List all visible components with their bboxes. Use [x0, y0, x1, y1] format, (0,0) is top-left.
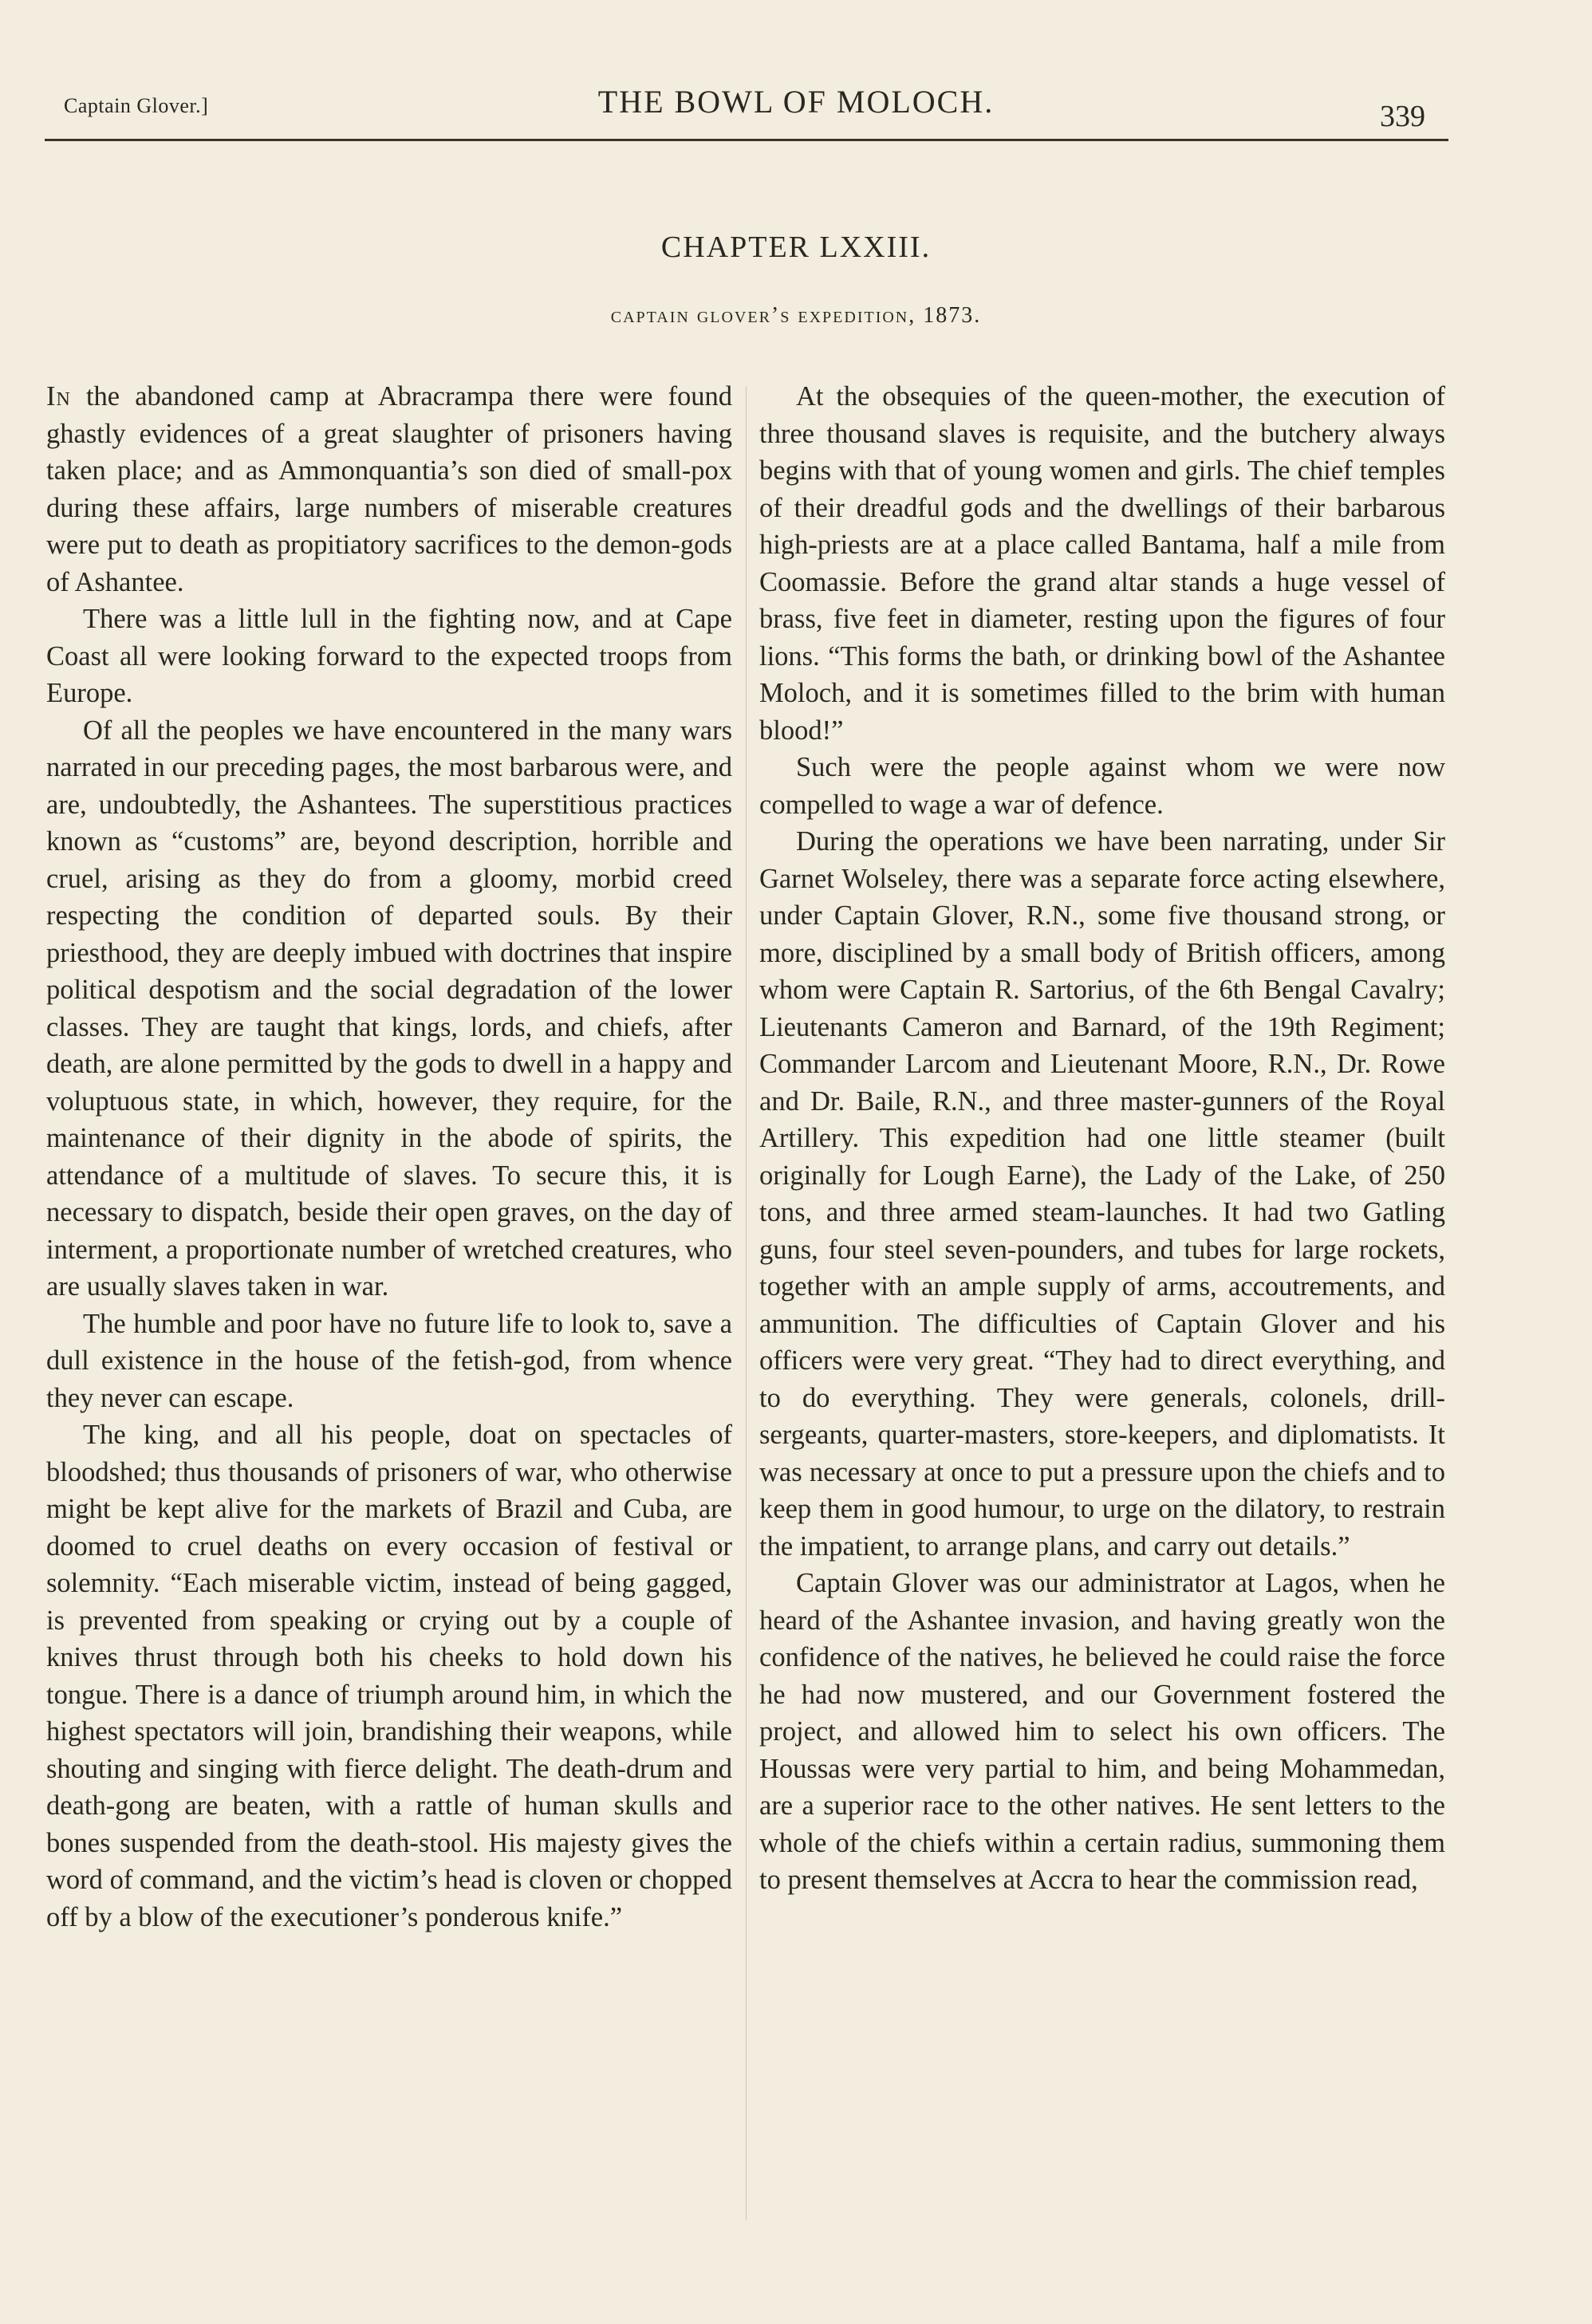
paragraph: Of all the peoples we have encountered in the many wars narrated in our preceding pages, the most barbarous were, and are, undoubtedly, the Ashantees. The superstitious practices known as “customs” are, beyond description, horrible and cruel, arising as they do from a gloomy, morbid creed respecting the condition of departed souls. By their priesthood, they are deeply imbued with doctrines that inspire political despotism and the social degradation of the lower classes. They are taught that kings, lords, and chiefs, after death, are alone permitted by the gods to dwell in a happy and voluptuous state, in which, however, they require, for the maintenance of their dignity in the abode of spirits, the attendance of a multitude of slaves. To secure this, it is necessary to dispatch, beside their open graves, on the day of interment, a proportionate number of wretched creatures, who are usually slaves taken in war.	[46, 715, 732, 1302]
opening-word: In	[46, 381, 71, 412]
paragraph: At the obsequies of the queen-mother, the execution of three thousand slaves is requisite, and the butchery always begins with that of young women and girls. The chief temples of their dreadful gods and the dwellings of their barbarous high-priests are at a place called Bantama, half a mile from Coomassie. Before the grand altar stands a huge vessel of brass, five feet in diameter, resting upon the figures of four lions. “This forms the bath, or drinking bowl of the Ashantee Moloch, and it is sometimes filled to the brim with human blood!”	[759, 381, 1445, 746]
page-number: 339	[1380, 100, 1425, 133]
paragraph: There was a little lull in the fighting now, and at Cape Coast all were looking forward to the expected troops from Europe.	[46, 604, 732, 708]
chapter-subtitle: captain glover’s expedition, 1873.	[610, 303, 982, 328]
paragraph: During the operations we have been narrating, under Sir Garnet Wolseley, there was a separate force acting elsewhere, under Captain Glover, R.N., some five thousand strong, or more, disciplined by a small body of British officers, among whom were Captain R. Sartorius, of the 6th Bengal Cavalry; Lieutenants Cameron and Barnard, of the 19th Regiment; Commander Larcom and Lieutenant Moore, R.N., Dr. Rowe and Dr. Baile, R.N., and three master-gunners of the Royal Artillery. This expedition had one little steamer (built originally for Lough Earne), the Lady of the Lake, of 250 tons, and three armed steam-launches. It had two Gatling guns, four steel seven-pounders, and tubes for large rockets, together with an ample supply of arms, accoutrements, and ammunition. The difficulties of Captain Glover and his officers were very great. “They had to direct everything, and to do everything. They were generals, colonels, drill-sergeants, quarter-masters, store-keepers, and diplomatists. It was necessary at once to put a pressure upon the chiefs and to keep them in good humour, to urge on the dilatory, to restrain the impatient, to arrange plans, and carry out details.”	[759, 826, 1445, 1562]
running-head-section: Captain Glover.]	[64, 94, 209, 117]
chapter-title: CHAPTER LXXIII.	[660, 230, 932, 264]
right-column	[759, 378, 1445, 1899]
paragraph: The humble and poor have no future life to look to, save a dull existence in the house of the fetish-god, from whence they never can escape.	[46, 1308, 732, 1413]
header-rule	[45, 139, 1448, 141]
paragraph-text: the abandoned camp at Abracrampa there were found ghastly evidences of a great slaughter of prisoners having taken place; and as Ammonquantia’s son died of small-pox during these affairs, large numbers of miserable creatures were put to death as propitiatory sacrifices to the demon-gods of Ashantee.	[46, 381, 732, 597]
paragraph: Captain Glover was our administrator at Lagos, when he heard of the Ashantee invasion, and having greatly won the confidence of the natives, he believed he could raise the force he had now mustered, and our Government fostered the project, and allowed him to select his own officers. The Houssas were very partial to him, and being Mohammedan, are a superior race to the other natives. He sent letters to the whole of the chiefs within a certain radius, summoning them to present themselves at Accra to hear the commission read,	[759, 1568, 1445, 1895]
left-column	[46, 378, 732, 1936]
column-divider	[746, 386, 747, 2220]
paragraph: The king, and all his people, doat on spectacles of bloodshed; thus thousands of prisoners of war, who otherwise might be kept alive for the markets of Brazil and Cuba, are doomed to cruel deaths on every occasion of festival or solemnity. “Each miserable victim, instead of being gagged, is prevented from speaking or crying out by a couple of knives thrust through both his cheeks to hold down his tongue. There is a dance of triumph around him, in which the highest spectators will join, brandishing their weapons, while shouting and singing with fierce delight. The death-drum and death-gong are beaten, with a rattle of human skulls and bones suspended from the death-stool. His majesty gives the word of command, and the victim’s head is cloven or chopped off by a blow of the executioner’s ponderous knife.”	[46, 1420, 732, 1932]
paragraph: Such were the people against whom we were now compelled to wage a war of defence.	[759, 752, 1445, 820]
running-head	[0, 0, 1592, 144]
paragraph	[46, 378, 732, 601]
running-head-title: THE BOWL OF MOLOCH.	[597, 84, 995, 120]
